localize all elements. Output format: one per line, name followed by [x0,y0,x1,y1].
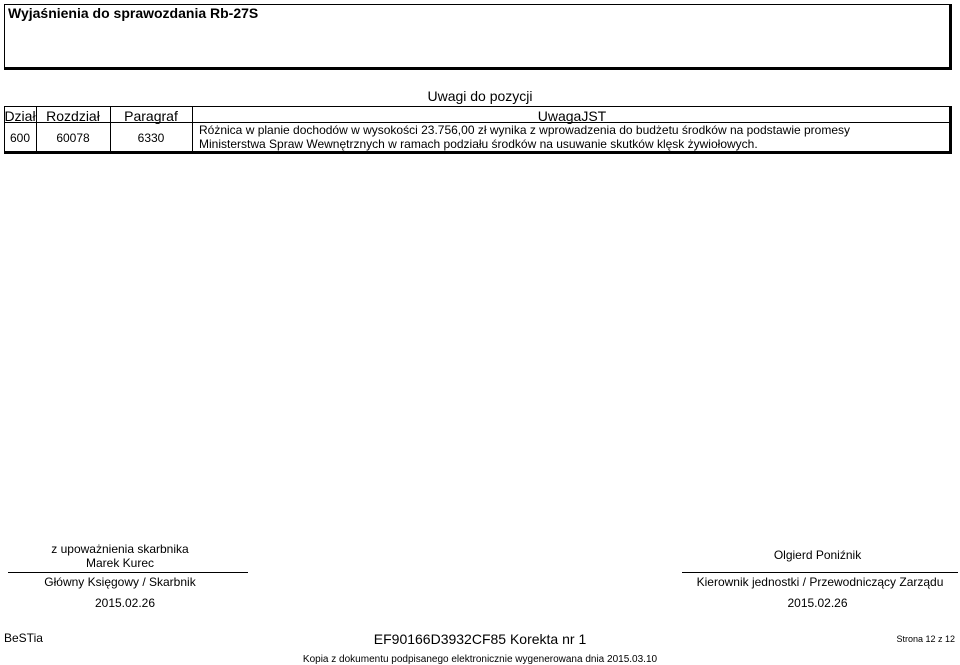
cell-paragraf: 6330 [137,131,165,145]
footer-note: Kopia z dokumentu podpisanego elektronicznie wygenerowana dnia 2015.03.10 [302,654,658,665]
document-title: Wyjaśnienia do sprawozdania Rb-27S [8,5,259,21]
signature-left-role: Główny Księgowy / Skarbnik [44,575,196,589]
signature-right-role: Kierownik jednostki / Przewodniczący Zarządu [696,575,944,589]
signature-left-note: z upoważnienia skarbnika [51,542,189,556]
header-uwaga: UwagaJST [537,108,607,124]
cell-uwaga: Różnica w planie dochodów w wysokości 23.756,00 zł wynika z wprowadzenia do budżetu środków na podstawie promesy Ministerstwa Spraw Wewnętrznych w ramach podziału środków na usuwanie skutków klęsk żywiołowych. [199,123,851,151]
signature-left-date: 2015.02.26 [94,596,156,610]
signature-right-line [682,572,958,573]
header-paragraf: Paragraf [124,108,178,124]
signature-left-line [8,572,248,573]
signature-right-date: 2015.02.26 [787,596,848,610]
signature-left-name: Marek Kurec [85,556,155,570]
footer-page-number: Strona 12 z 12 [896,634,955,644]
header-rozdzial: Rozdział [46,108,100,124]
header-dzial: Dział [4,108,36,124]
signature-right-name: Olgierd Poniźnik [773,548,862,562]
cell-rozdzial: 60078 [56,131,90,145]
section-title: Uwagi do pozycji [427,88,533,104]
footer-system: BeSTia [4,631,43,645]
cell-dzial: 600 [9,131,31,145]
footer-code: EF90166D3932CF85 Korekta nr 1 [373,631,587,647]
